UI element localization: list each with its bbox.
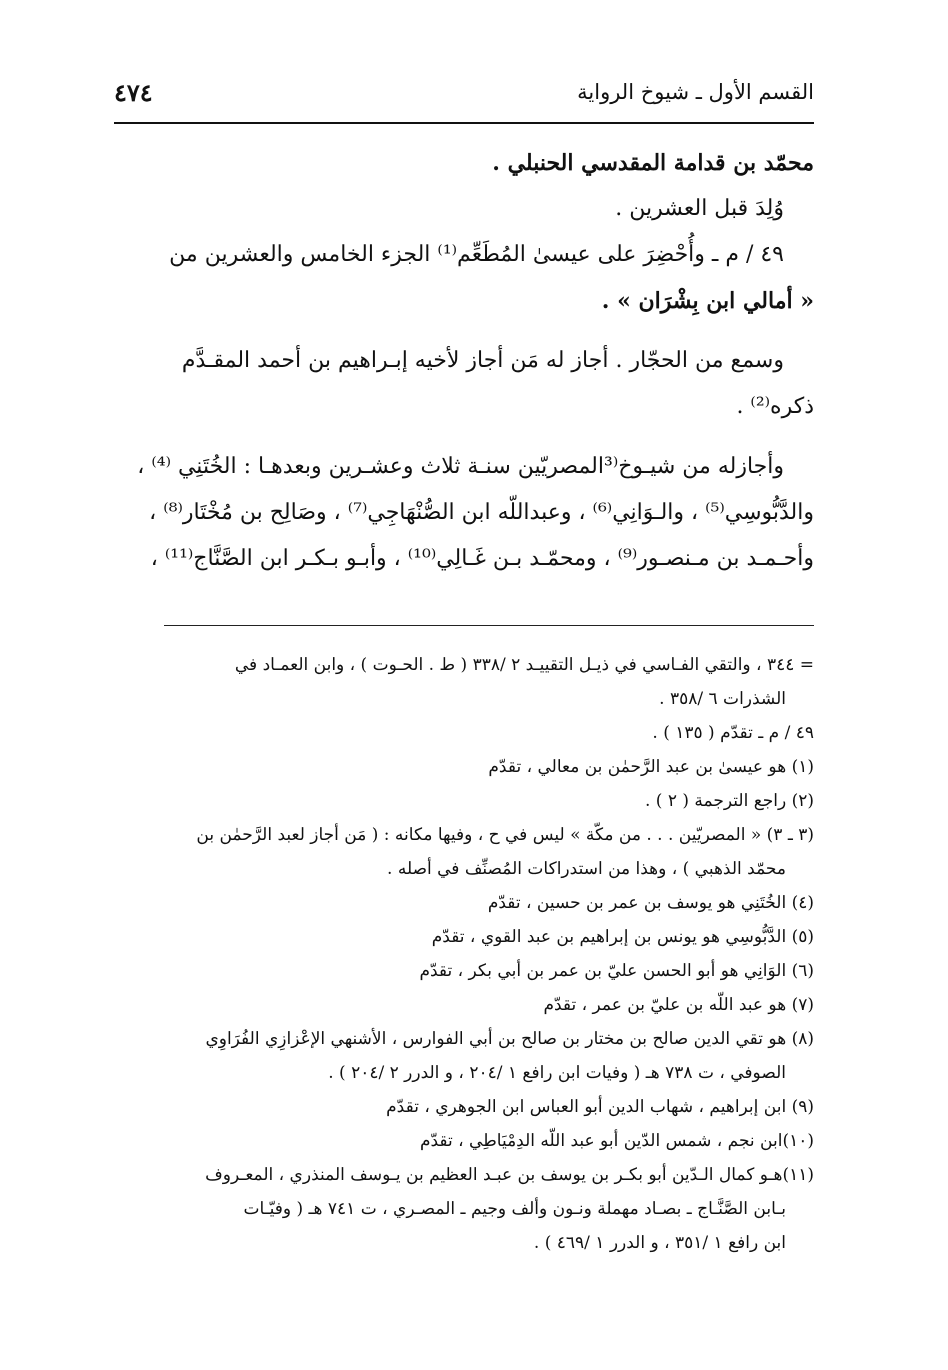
footnote-line: (٦) الوَانِي هو أبو الحسن عليّ بن عمر بن أبي بكر ، تقدّم <box>419 961 814 981</box>
footnote-line: محمّد الذهبي ) ، وهذا من استدراكات المُصنِّف في أصله . <box>387 859 786 879</box>
footnote-line: (٥) الدَّبُّوسِي هو يونس بن إبراهيم بن عبد القوي ، تقدّم <box>431 927 814 947</box>
footnote-line: الصوفي ، ت ٧٣٨ هـ ( وفيات ابن رافع ١ /٢٠٤ ، و الدرر ٢ /٢٠٤ ) . <box>328 1063 786 1083</box>
footnote-line: (١) هو عيسىٰ بن عبد الرَّحمٰن بن معالي ، تقدّم <box>488 757 814 777</box>
header-rule <box>114 122 814 124</box>
footnote-line: (١٠)ابن نجم ، شمس الدّين أبو عبد اللّه الدِمْيَاطِي ، تقدّم <box>419 1131 814 1151</box>
body-line: « أمالي ابن بِشْرَان » . <box>601 288 814 314</box>
footnote-line: (٧) هو عبد اللّه بن عليّ بن عمر ، تقدّم <box>543 995 814 1015</box>
footnote-line: بـابن الصَّنَّـاج ـ بصـاد مهملة ونـون وألف وجيم ـ المصـري ، ت ٧٤١ هـ ( وفيّـات <box>243 1199 786 1219</box>
footnote-line: = ٣٤٤ ، والتقي الفـاسي في ذيـل التقييـد ٢ /٣٣٨ ( ط . الحـوت ) ، وابن العمـاد في <box>234 655 814 675</box>
footnotes <box>104 648 814 1260</box>
body-line: ٤٩ / م ـ وأُحْضِرَ على عيسىٰ المُطَعِّم⁽¹⁾ الجزء الخامس والعشرين من <box>169 242 784 267</box>
footnote-line: الشذرات ٦ /٣٥٨ . <box>659 689 786 709</box>
body-line: وأحـمـد بن مـنصـور⁽⁹⁾ ، ومحمّـد بـن غَـالِي⁽¹⁰⁾ ، وأبـو بـكـر ابن الصَّنَّاج⁽¹¹⁾ ، <box>150 546 814 571</box>
footnote-line: ٤٩ / م ـ تقدّم ( ١٣٥ ) . <box>652 723 814 743</box>
footnote-separator <box>164 625 814 626</box>
body-line: وسمع من الحجّار . أجاز له مَن أجاز لأخيه إبـراهيم بن أحمد المقـدَّم <box>181 348 784 373</box>
page-number: ٤٧٤ <box>114 78 153 107</box>
footnote-line: (٩) ابن إبراهيم ، شهاب الدين أبو العباس ابن الجوهري ، تقدّم <box>386 1097 814 1117</box>
body-line: ذكره⁽²⁾ . <box>736 394 814 419</box>
main-text <box>124 140 814 582</box>
body-line: وُلِدَ قبل العشرين . <box>615 196 784 221</box>
footnote-line: (٨) هو تقي الدين صالح بن مختار بن صالح بن أبي الفوارس ، الأشنهي الإعْزازِي الفُرَاوِي <box>205 1029 814 1049</box>
footnote-line: (٤) الخُتَنِي هو يوسف بن عمر بن حسين ، تقدّم <box>487 893 814 913</box>
body-line: محمّد بن قدامة المقدسي الحنبلي . <box>492 150 814 176</box>
footnote-line: (١١)هـو كمال الـدّين أبو بكـر بن يوسف بن عبـد العظيم بن يـوسف المنذري ، المعـروف <box>205 1165 814 1185</box>
body-line: وأجازله من شيـوخ⁽³المصريّين سنـة ثلاث وعشـرين وبعدهـا : الخُتَنِي ⁽⁴⁾ ، <box>137 454 784 479</box>
footnote-line: (٣ ـ ٣) « المصريّين . . . من مكّة » ليس في ح ، وفيها مكانه : ( مَن أجاز لعبد الرَّحمٰن بن <box>196 825 814 845</box>
section-title: القسم الأول ـ شيوخ الرواية <box>577 80 814 104</box>
running-header <box>114 78 814 118</box>
footnote-line: ابن رافع ١ /٣٥١ ، و الدرر ١ /٤٦٩ ) . <box>533 1233 786 1253</box>
footnote-line: (٢) راجع الترجمة ( ٢ ) . <box>645 791 814 811</box>
body-line: والدَّبُّوسِي⁽⁵⁾ ، والـوَانِي⁽⁶⁾ ، وعبداللّه ابن الصُّنْهَاجِي⁽⁷⁾ ، وصَالِح بن مُخْتَار⁽⁸⁾ ، <box>149 500 814 525</box>
